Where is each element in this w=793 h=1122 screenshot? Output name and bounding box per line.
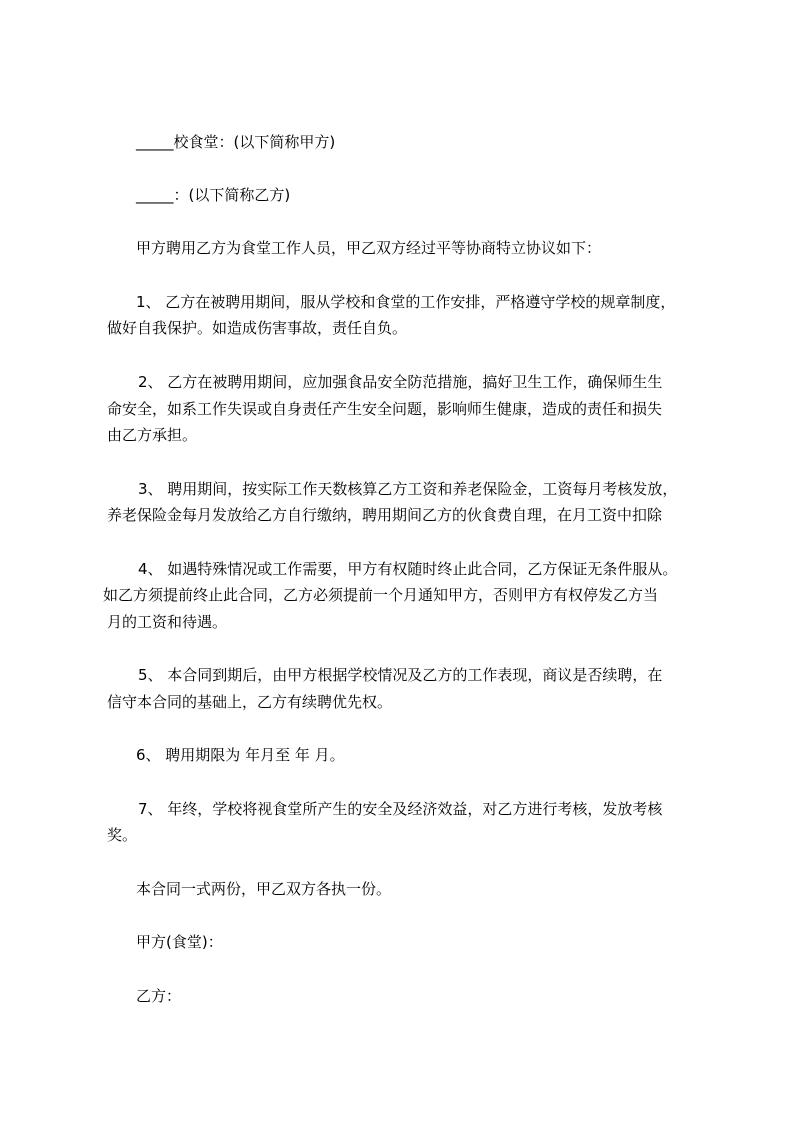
- party-b-line: _____：(以下简称乙方): [136, 186, 291, 204]
- clause-5-line-1: 5、 本合同到期后，由甲方根据学校情况及乙方的工作表现，商议是否续聘，在: [138, 666, 663, 684]
- clause-2-line-2: 命安全，如系工作失误或自身责任产生安全问题，影响师生健康，造成的责任和损失: [107, 400, 663, 418]
- clause-4-line-2: 如乙方须提前终止此合同，乙方必须提前一个月通知甲方，否则甲方有权停发乙方当: [103, 586, 659, 604]
- clause-6-line-1: 6、 聘用期限为 年月至 年 月。: [136, 746, 345, 764]
- clause-4-line-3: 月的工资和待遇。: [107, 613, 228, 631]
- clause-5-line-2: 信守本合同的基础上，乙方有续聘优先权。: [107, 693, 393, 711]
- copies-statement: 本合同一式两份，甲乙双方各执一份。: [136, 880, 392, 898]
- clause-7-line-1: 7、 年终，学校将视食堂所产生的安全及经济效益，对乙方进行考核，发放考核: [138, 800, 663, 818]
- clause-2-line-3: 由乙方承担。: [107, 426, 198, 444]
- signature-party-a: 甲方(食堂)：: [136, 933, 223, 951]
- clause-2-line-1: 2、 乙方在被聘用期间，应加强食品安全防范措施，搞好卫生工作，确保师生生: [138, 373, 663, 391]
- clause-3-line-2: 养老保险金每月发放给乙方自行缴纳，聘用期间乙方的伙食费自理，在月工资中扣除: [107, 506, 663, 524]
- clause-1-line-1: 1、 乙方在被聘用期间，服从学校和食堂的工作安排，严格遵守学校的规章制度，: [136, 293, 676, 311]
- clause-1-line-2: 做好自我保护。如造成伤害事故，责任自负。: [107, 319, 408, 337]
- clause-3-line-1: 3、 聘用期间，按实际工作天数核算乙方工资和养老保险金，工资每月考核发放，: [138, 480, 678, 498]
- intro-paragraph: 甲方聘用乙方为食堂工作人员，甲乙双方经过平等协商特立协议如下：: [136, 239, 602, 257]
- signature-party-b: 乙方：: [136, 987, 182, 1005]
- clause-7-line-2: 奖。: [107, 826, 138, 844]
- clause-4-line-1: 4、 如遇特殊情况或工作需要，甲方有权随时终止此合同，乙方保证无条件服从。: [138, 560, 678, 578]
- party-a-line: _____校食堂：(以下简称甲方): [136, 133, 336, 151]
